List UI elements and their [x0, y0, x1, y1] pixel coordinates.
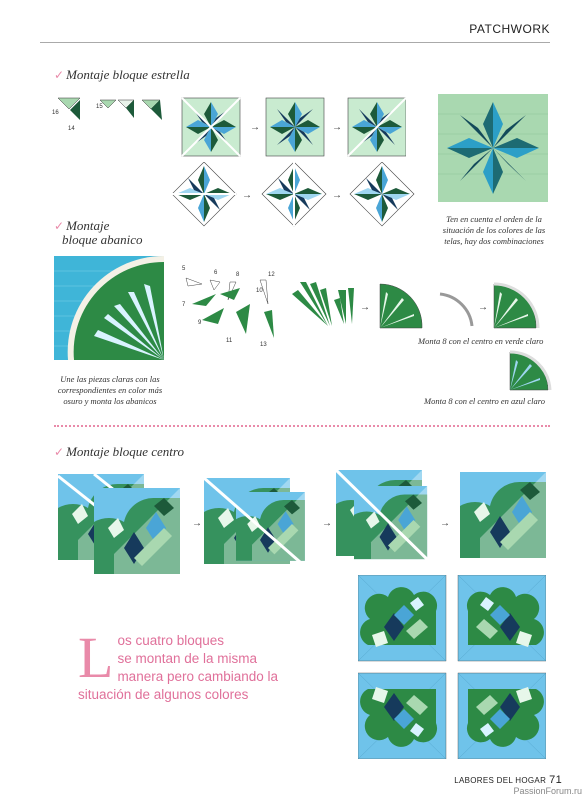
quote-line: se montan de la misma: [117, 651, 257, 666]
fan-block-photo: [54, 256, 164, 360]
svg-text:→: →: [360, 302, 370, 313]
checkmark-icon: ✓: [54, 219, 65, 233]
svg-text:→: →: [478, 302, 488, 313]
piece-number: 15: [96, 104, 103, 110]
star-block-photo: [438, 94, 548, 202]
caption-line: Une las piezas claras con las: [60, 374, 160, 384]
fan-caption-left: [54, 374, 166, 407]
fan-caption-green: Monta 8 con el centro en verde claro: [418, 336, 544, 346]
piece-number: 5: [182, 266, 186, 272]
fan-blue-center-diagram: [508, 350, 552, 392]
section-title-text: Montaje: [66, 218, 110, 233]
caption-line: correspondientes en color más: [57, 385, 163, 395]
page-footer: [454, 774, 562, 786]
section-title-text: Montaje bloque centro: [66, 444, 184, 459]
section-title-text: bloque abanico: [62, 232, 143, 247]
piece-number: 6: [214, 270, 218, 276]
piece-number: 16: [52, 110, 59, 116]
star-caption: [436, 214, 552, 247]
piece-number: 14: [68, 126, 75, 132]
piece-number: 8: [236, 272, 240, 278]
center-block-steps: [54, 466, 548, 580]
piece-number: 13: [260, 342, 267, 348]
fan-pieces-diagram: [180, 264, 280, 346]
section-divider: [54, 425, 550, 427]
star-block-steps-row1: [176, 96, 406, 158]
center-block-variations: [358, 575, 546, 759]
piece-number: 7: [182, 302, 186, 308]
magazine-name: LABORES DEL HOGAR: [454, 776, 547, 785]
svg-text:→: →: [242, 190, 252, 201]
drop-cap: L: [78, 625, 114, 690]
svg-text:→: →: [322, 518, 332, 529]
quote-line: manera pero cambiando la: [117, 669, 279, 684]
section-title-centro: [54, 445, 184, 459]
piece-number: 12: [268, 272, 275, 278]
caption-line: Ten en cuenta el orden de la: [446, 214, 542, 224]
caption-line: situación de los colores de las: [442, 225, 546, 235]
pull-quote: [78, 625, 298, 704]
section-title-estrella: [54, 68, 190, 82]
header-divider: [40, 42, 550, 43]
piece-number: 11: [226, 338, 233, 344]
fan-caption-blue: Monta 8 con el centro en azul claro: [424, 396, 545, 406]
watermark: PassionForum.ru: [513, 786, 582, 796]
section-title-text: Montaje bloque estrella: [66, 67, 190, 82]
fan-assembly-diagram: [290, 280, 552, 336]
section-header: PATCHWORK: [469, 22, 550, 36]
svg-text:→: →: [250, 122, 260, 133]
caption-line: osuro y monta los abanicos: [63, 396, 157, 406]
checkmark-icon: ✓: [54, 445, 65, 459]
quote-line: os cuatro bloques: [117, 633, 225, 648]
caption-line: telas, hay dos combinaciones: [444, 236, 544, 246]
quote-line: situación de algunos colores: [78, 687, 249, 702]
svg-text:→: →: [332, 190, 342, 201]
svg-text:→: →: [440, 518, 450, 529]
piece-number: 10: [256, 288, 263, 294]
svg-text:→: →: [192, 518, 202, 529]
section-title-abanico: [54, 219, 143, 247]
checkmark-icon: ✓: [54, 68, 65, 82]
page-number: 71: [549, 774, 562, 786]
svg-text:→: →: [332, 122, 342, 133]
star-block-steps-row2: [172, 162, 418, 228]
piece-number: 9: [198, 320, 202, 326]
